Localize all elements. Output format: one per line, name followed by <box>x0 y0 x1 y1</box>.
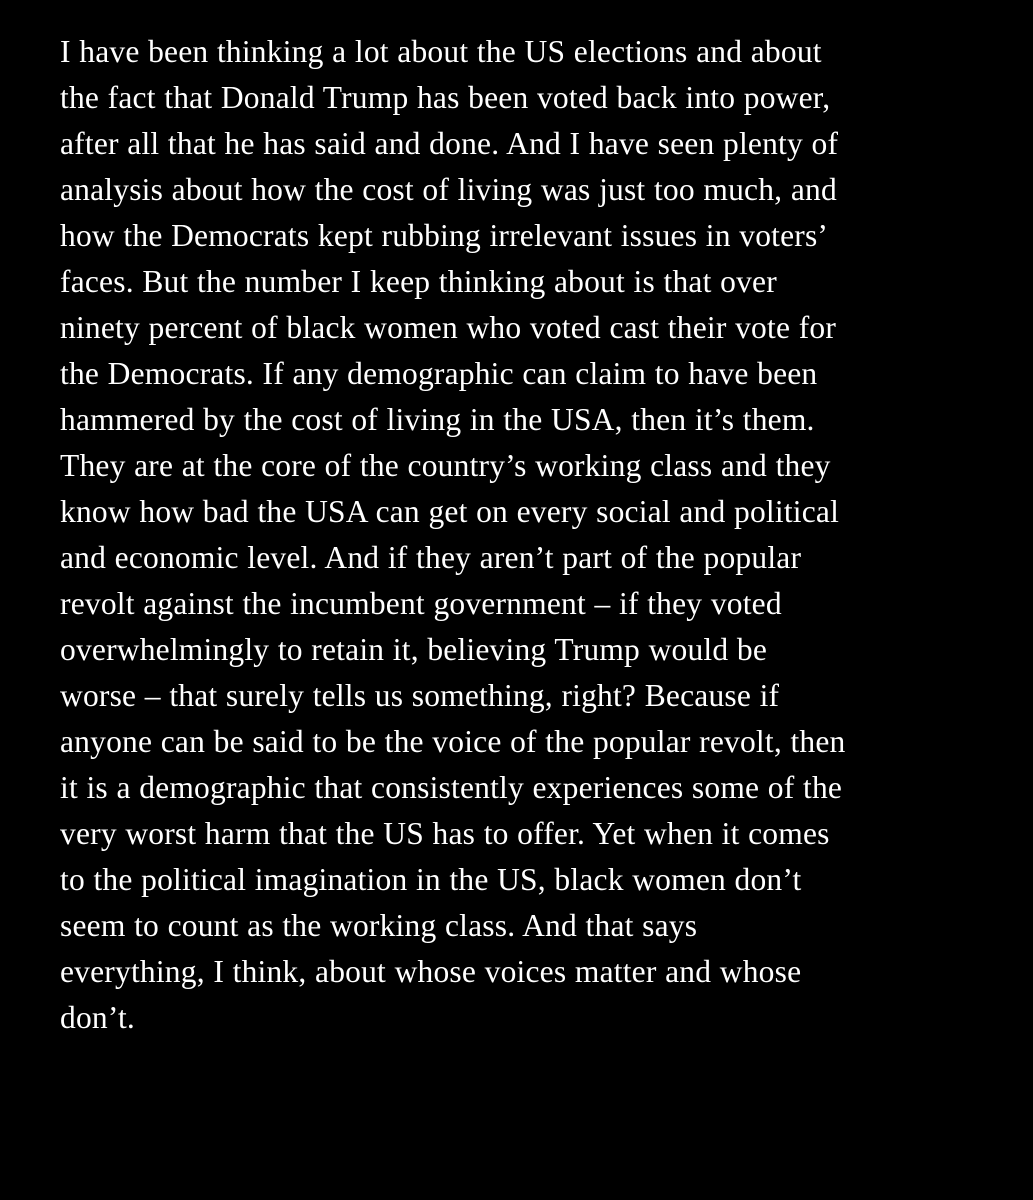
text-line: everything, I think, about whose voices matter and whose <box>60 954 802 989</box>
text-line: the fact that Donald Trump has been voted back into power, <box>60 80 831 115</box>
text-line: how the Democrats kept rubbing irrelevant issues in voters’ <box>60 218 829 253</box>
text-line: anyone can be said to be the voice of the popular revolt, then <box>60 724 846 759</box>
text-line: after all that he has said and done. And I have seen plenty of <box>60 126 839 161</box>
text-line: I have been thinking a lot about the US elections and about <box>60 34 822 69</box>
text-line: faces. But the number I keep thinking about is that over <box>60 264 777 299</box>
text-line: They are at the core of the country’s working class and they <box>60 448 831 483</box>
text-line: seem to count as the working class. And that says <box>60 908 698 943</box>
text-line: the Democrats. If any demographic can claim to have been <box>60 356 818 391</box>
text-line: it is a demographic that consistently experiences some of the <box>60 770 843 805</box>
text-line: revolt against the incumbent government – if they voted <box>60 586 782 621</box>
body-paragraph <box>60 29 1020 1041</box>
text-line: and economic level. And if they aren’t part of the popular <box>60 540 802 575</box>
text-line: ninety percent of black women who voted cast their vote for <box>60 310 837 345</box>
text-line: to the political imagination in the US, black women don’t <box>60 862 802 897</box>
text-line: don’t. <box>60 1000 135 1035</box>
text-line: analysis about how the cost of living was just too much, and <box>60 172 837 207</box>
text-line: hammered by the cost of living in the USA, then it’s them. <box>60 402 815 437</box>
text-line: very worst harm that the US has to offer. Yet when it comes <box>60 816 830 851</box>
text-line: worse – that surely tells us something, right? Because if <box>60 678 780 713</box>
text-line: know how bad the USA can get on every social and political <box>60 494 840 529</box>
text-line: overwhelmingly to retain it, believing Trump would be <box>60 632 768 667</box>
